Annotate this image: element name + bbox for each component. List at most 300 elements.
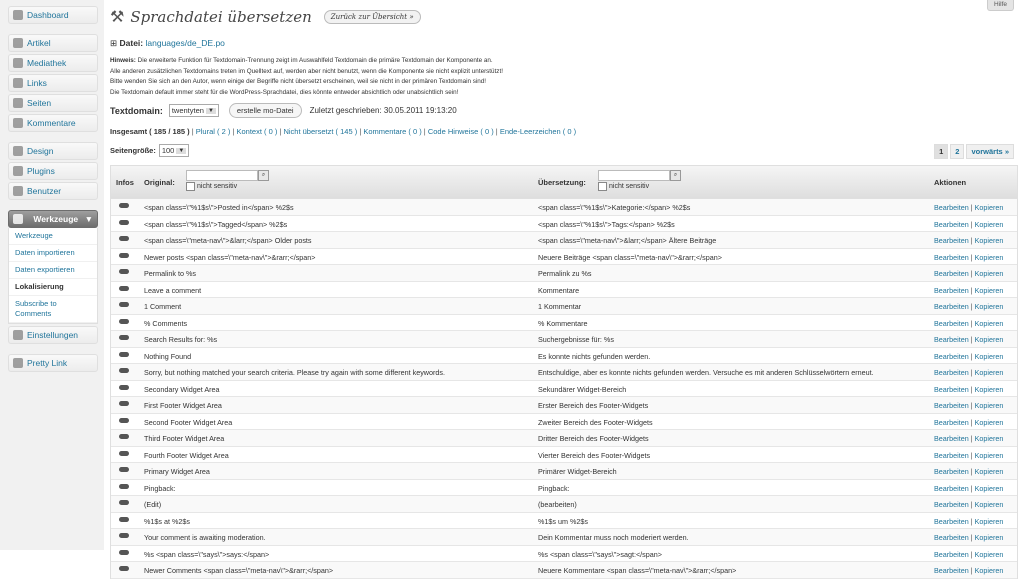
- chevron-down-icon: ▼: [207, 107, 214, 114]
- row-actions: [934, 517, 1003, 526]
- checkbox-icon: [598, 182, 607, 191]
- translation-text: Sekundärer Widget-Bereich: [538, 384, 627, 394]
- copy-link[interactable]: Kopieren: [974, 318, 1004, 328]
- info-icon[interactable]: [119, 418, 129, 423]
- sidebar-item-seiten[interactable]: [8, 94, 98, 112]
- info-icon[interactable]: [119, 368, 129, 373]
- edit-link[interactable]: Bearbeiten: [934, 500, 969, 509]
- col-original: Original:: [144, 178, 175, 187]
- table-row: [111, 397, 1017, 414]
- translation-text: Primärer Widget-Bereich: [538, 467, 617, 476]
- copy-link[interactable]: Kopieren: [974, 549, 1004, 559]
- copy-link[interactable]: Kopieren: [974, 516, 1004, 526]
- dashboard-icon: [13, 10, 23, 20]
- help-button[interactable]: Hilfe: [987, 0, 1014, 11]
- edit-link[interactable]: Bearbeiten: [934, 302, 969, 311]
- pagination: [934, 144, 1014, 159]
- filter-link[interactable]: Kommentare ( 0 ): [363, 127, 422, 136]
- info-icon[interactable]: [119, 203, 129, 208]
- sidebar-item-label: Werkzeuge: [33, 214, 79, 224]
- last-written-value: 30.05.2011 19:13:20: [383, 106, 457, 115]
- action-separator: |: [968, 384, 975, 394]
- edit-link[interactable]: Bearbeiten: [934, 351, 969, 361]
- chevron-down-icon[interactable]: ▼: [84, 214, 93, 224]
- textdomain-value: twentyten: [171, 106, 204, 115]
- row-actions: [934, 352, 1003, 361]
- action-separator: |: [968, 351, 975, 361]
- translation-text: Erster Bereich des Footer-Widgets: [538, 401, 649, 410]
- sidebar-group: [8, 228, 98, 324]
- table-row: [111, 315, 1017, 332]
- row-actions: [934, 533, 1003, 542]
- table-row: [111, 447, 1017, 464]
- translation-text: Dein Kommentar muss noch moderiert werden.: [538, 533, 689, 542]
- info-icon[interactable]: [119, 451, 129, 456]
- hint-line: Bitte wenden Sie sich an den Autor, wenn einige der Begriffe nicht übersetzt erscheinen, weil sie nicht in der primären Textdomain sind!: [110, 78, 487, 85]
- translation-table: [110, 165, 1018, 579]
- checkbox-icon: [186, 182, 195, 191]
- hint-line: Die Textdomain default immer steht für die WordPress-Sprachdatei, dies könnte entweder absichtlich oder unabsichtlich sein!: [110, 88, 459, 96]
- sidebar-item-label: Artikel: [27, 38, 51, 48]
- col-infos: Infos: [116, 178, 134, 187]
- original-search-input[interactable]: [186, 170, 258, 181]
- original-text: Second Footer Widget Area: [144, 417, 233, 427]
- copy-link[interactable]: Kopieren: [974, 302, 1004, 311]
- translation-text: Vierter Bereich des Footer-Widgets: [538, 450, 651, 460]
- copy-link[interactable]: Kopieren: [974, 335, 1004, 344]
- sidebar-item-pretty-link[interactable]: [8, 354, 98, 372]
- edit-link[interactable]: Bearbeiten: [934, 401, 969, 410]
- file-label: Datei:: [119, 38, 144, 48]
- translation-text: Neuere Beiträge <span class=\"meta-nav\">&rarr;</span>: [538, 252, 722, 262]
- sidebar-item-label: Plugins: [27, 166, 55, 176]
- sidebar-group: [8, 34, 98, 52]
- textdomain-label: Textdomain:: [110, 105, 163, 116]
- filter-separator: |: [357, 127, 364, 136]
- copy-link[interactable]: Kopieren: [974, 500, 1004, 509]
- star-icon: [13, 358, 23, 368]
- edit-link[interactable]: Bearbeiten: [934, 434, 969, 443]
- table-row: [111, 265, 1017, 282]
- original-text: Leave a comment: [144, 285, 202, 295]
- edit-link[interactable]: Bearbeiten: [934, 549, 969, 559]
- sidebar-item-mediathek[interactable]: [8, 54, 98, 72]
- links-icon: [13, 78, 23, 88]
- original-text: Search Results for: %s: [144, 335, 218, 344]
- table-row: [111, 414, 1017, 431]
- sidebar-item-kommentare[interactable]: [8, 114, 98, 132]
- translation-text: Neuere Kommentare <span class=\"meta-nav\">&rarr;</span>: [538, 566, 737, 575]
- sidebar-item-label: Mediathek: [27, 58, 67, 68]
- sidebar-item-label: Seiten: [27, 98, 52, 108]
- info-icon[interactable]: [119, 401, 129, 406]
- translation-text: <span class=\"meta-nav\">&larr;</span> Ältere Beiträge: [538, 236, 717, 245]
- original-text: Secondary Widget Area: [144, 384, 220, 394]
- search-icon[interactable]: ⌕: [670, 170, 681, 181]
- copy-link[interactable]: Kopieren: [974, 368, 1004, 377]
- copy-link[interactable]: Kopieren: [974, 384, 1004, 394]
- filter-link[interactable]: Plural ( 2 ): [195, 127, 231, 136]
- row-actions: [934, 401, 1003, 410]
- sidebar-group: [8, 54, 98, 72]
- row-actions: [934, 335, 1003, 344]
- info-icon[interactable]: [119, 566, 129, 571]
- translation-text: Zweiter Bereich des Footer-Widgets: [538, 417, 653, 427]
- original-text: %s <span class=\"says\">says:</span>: [144, 549, 270, 559]
- action-separator: |: [968, 302, 975, 311]
- copy-link[interactable]: Kopieren: [974, 401, 1004, 410]
- tools-icon: [13, 214, 23, 224]
- action-separator: |: [968, 516, 975, 526]
- original-text: %1$s at %2$s: [144, 516, 190, 526]
- copy-link[interactable]: Kopieren: [974, 351, 1004, 361]
- pin-icon: [13, 38, 23, 48]
- comments-icon: [13, 118, 23, 128]
- sidebar-item-artikel[interactable]: [8, 34, 98, 52]
- original-text: <span class=\"%1$s\">Tagged</span> %2$s: [144, 219, 288, 229]
- row-actions: [934, 500, 1003, 509]
- pagesize-label: Seitengröße:: [110, 146, 156, 155]
- file-link[interactable]: languages/de_DE.po: [145, 38, 225, 48]
- back-to-overview-button[interactable]: Zurück zur Übersicht »: [324, 10, 421, 24]
- copy-link[interactable]: Kopieren: [974, 285, 1004, 295]
- sidebar-item-label: Design: [27, 146, 54, 156]
- case-label: nicht sensitiv: [197, 183, 238, 190]
- info-icon[interactable]: [119, 467, 129, 472]
- filter-separator: |: [493, 127, 500, 136]
- edit-link[interactable]: Bearbeiten: [934, 417, 969, 427]
- translation-text: <span class=\"%1$s\">Tags:</span> %2$s: [538, 219, 675, 229]
- sidebar-item-label: Kommentare: [27, 118, 76, 128]
- filter-row: [110, 127, 576, 136]
- textdomain-select[interactable]: [169, 104, 219, 117]
- edit-link[interactable]: Bearbeiten: [934, 219, 969, 229]
- hint-line: Alle anderen zusätzlichen Textdomains treten im Quelltext auf, werden aber nicht benutzt, wenn die Komponente sie nicht explizit unterstützt!: [110, 67, 503, 75]
- submenu-item[interactable]: Subscribe to Comments: [9, 296, 97, 323]
- info-icon[interactable]: [119, 269, 129, 274]
- original-text: First Footer Widget Area: [144, 401, 222, 410]
- table-row: [111, 348, 1017, 365]
- translation-text: <span class=\"%1$s\">Kategorie:</span> %2$s: [538, 203, 691, 212]
- table-row: [111, 199, 1017, 216]
- action-separator: |: [968, 566, 975, 575]
- pagesize-select[interactable]: [159, 144, 189, 157]
- filter-link[interactable]: Code Hinweise ( 0 ): [427, 127, 494, 136]
- action-separator: |: [968, 450, 975, 460]
- table-row: [111, 529, 1017, 546]
- submenu-item[interactable]: Daten exportieren: [9, 262, 97, 279]
- translation-search-input[interactable]: [598, 170, 670, 181]
- sidebar-item-label: Benutzer: [27, 186, 62, 196]
- sidebar-item-benutzer[interactable]: [8, 182, 98, 200]
- action-separator: |: [968, 483, 975, 493]
- copy-link[interactable]: Kopieren: [974, 467, 1004, 476]
- copy-link[interactable]: Kopieren: [974, 203, 1004, 212]
- sidebar-item-label: Pretty Link: [27, 358, 68, 368]
- info-icon[interactable]: [119, 253, 129, 258]
- row-actions: [934, 220, 1003, 229]
- table-row: [111, 496, 1017, 513]
- edit-link[interactable]: Bearbeiten: [934, 450, 969, 460]
- edit-link[interactable]: Bearbeiten: [934, 483, 969, 493]
- sidebar-item-plugins[interactable]: [8, 162, 98, 180]
- translation-text: (bearbeiten): [538, 500, 577, 509]
- copy-link[interactable]: Kopieren: [974, 434, 1004, 443]
- hint-box: [110, 56, 1010, 98]
- info-icon[interactable]: [119, 220, 129, 225]
- row-actions: [934, 418, 1003, 427]
- table-row: [111, 430, 1017, 447]
- original-text: 1 Comment: [144, 302, 182, 311]
- info-icon[interactable]: [119, 550, 129, 555]
- search-icon[interactable]: ⌕: [258, 170, 269, 181]
- row-actions: [934, 253, 1003, 262]
- file-row: [110, 38, 225, 49]
- action-separator: |: [968, 219, 975, 229]
- row-actions: [934, 236, 1003, 245]
- submenu-item[interactable]: Werkzeuge: [9, 228, 97, 245]
- chevron-down-icon: ▼: [178, 147, 185, 154]
- media-icon: [13, 58, 23, 68]
- action-separator: |: [968, 500, 975, 509]
- row-actions: [934, 550, 1003, 559]
- original-text: Pingback:: [144, 483, 176, 493]
- info-icon[interactable]: [119, 286, 129, 291]
- row-actions: [934, 385, 1003, 394]
- sidebar-group: [8, 182, 98, 200]
- row-actions: [934, 286, 1003, 295]
- info-icon[interactable]: [119, 517, 129, 522]
- translation-text: Permalink zu %s: [538, 269, 592, 278]
- sidebar-group: [8, 114, 98, 132]
- file-icon: ⊞: [110, 38, 118, 48]
- page-link[interactable]: 2: [950, 144, 964, 159]
- info-icon[interactable]: [119, 484, 129, 489]
- sidebar-group: [8, 326, 98, 344]
- translation-text: Dritter Bereich des Footer-Widgets: [538, 434, 649, 443]
- tools-icon: ⚒: [110, 7, 125, 26]
- copy-link[interactable]: Kopieren: [974, 450, 1004, 460]
- edit-link[interactable]: Bearbeiten: [934, 269, 969, 278]
- filter-separator: |: [189, 127, 196, 136]
- info-icon[interactable]: [119, 385, 129, 390]
- sidebar-item-label: Dashboard: [27, 10, 69, 20]
- action-separator: |: [968, 269, 975, 278]
- row-actions: [934, 566, 1003, 575]
- translation-text: Entschuldige, aber es konnte nichts gefunden werden. Versuche es mit anderen Schlüsselwörtern erneut.: [538, 368, 874, 377]
- row-actions: [934, 484, 1003, 493]
- table-row: [111, 562, 1017, 579]
- sidebar-separator: [0, 26, 104, 34]
- table-row: [111, 331, 1017, 348]
- edit-link[interactable]: Bearbeiten: [934, 566, 969, 575]
- sidebar-group: [8, 210, 98, 228]
- filter-link[interactable]: Ende-Leerzeichen ( 0 ): [499, 127, 577, 136]
- sidebar-item-links[interactable]: [8, 74, 98, 92]
- translation-text: Suchergebnisse für: %s: [538, 335, 614, 344]
- original-text: Nothing Found: [144, 351, 192, 361]
- edit-link[interactable]: Bearbeiten: [934, 516, 969, 526]
- sidebar-submenu: [8, 228, 98, 324]
- sidebar-item-label: Links: [27, 78, 47, 88]
- copy-link[interactable]: Kopieren: [974, 533, 1004, 542]
- submenu-item[interactable]: Daten importieren: [9, 245, 97, 262]
- table-row: [111, 364, 1017, 381]
- row-actions: [934, 451, 1003, 460]
- info-icon[interactable]: [119, 236, 129, 241]
- table-row: [111, 480, 1017, 497]
- info-icon[interactable]: [119, 533, 129, 538]
- action-separator: |: [968, 335, 975, 344]
- edit-link[interactable]: Bearbeiten: [934, 335, 969, 344]
- action-separator: |: [968, 434, 975, 443]
- action-separator: |: [968, 203, 975, 212]
- row-actions: [934, 203, 1003, 212]
- sidebar-group: [8, 94, 98, 112]
- table-row: [111, 232, 1017, 249]
- sidebar-separator: [0, 346, 104, 354]
- sidebar-separator: [0, 202, 104, 210]
- create-mo-button[interactable]: erstelle mo-Datei: [229, 103, 302, 118]
- original-text: <span class=\"meta-nav\">&larr;</span> Older posts: [144, 236, 312, 245]
- action-separator: |: [968, 533, 975, 542]
- sidebar-group: [8, 354, 98, 372]
- case-label: nicht sensitiv: [609, 183, 650, 190]
- filter-link[interactable]: Nicht übersetzt ( 145 ): [283, 127, 358, 136]
- table-body: [111, 199, 1017, 579]
- original-text: % Comments: [144, 318, 188, 328]
- info-icon[interactable]: [119, 302, 129, 307]
- translation-text: %1$s um %2$s: [538, 516, 588, 526]
- filter-separator: |: [277, 127, 284, 136]
- info-icon[interactable]: [119, 352, 129, 357]
- edit-link[interactable]: Bearbeiten: [934, 236, 969, 245]
- filter-link[interactable]: Kontext ( 0 ): [236, 127, 278, 136]
- original-text: <span class=\"%1$s\">Posted in</span> %2$s: [144, 203, 294, 212]
- row-actions: [934, 269, 1003, 278]
- sidebar-group: [8, 6, 98, 24]
- info-icon[interactable]: [119, 319, 129, 324]
- filter-separator: |: [421, 127, 428, 136]
- action-separator: |: [968, 252, 975, 262]
- original-text: Your comment is awaiting moderation.: [144, 533, 266, 542]
- table-header: [111, 166, 1017, 199]
- edit-link[interactable]: Bearbeiten: [934, 318, 969, 328]
- table-row: [111, 282, 1017, 299]
- edit-link[interactable]: Bearbeiten: [934, 285, 969, 295]
- last-written-label: Zuletzt geschrieben:: [309, 106, 382, 115]
- action-separator: |: [968, 368, 975, 377]
- admin-sidebar: [0, 0, 104, 550]
- table-row: [111, 546, 1017, 563]
- original-text: Newer Comments <span class=\"meta-nav\">&rarr;</span>: [144, 566, 334, 575]
- original-text: Fourth Footer Widget Area: [144, 450, 229, 460]
- copy-link[interactable]: Kopieren: [974, 566, 1004, 575]
- translation-text: Kommentare: [538, 285, 580, 295]
- sidebar-separator: [0, 134, 104, 142]
- translation-text: Pingback:: [538, 483, 570, 493]
- sidebar-item-werkzeuge[interactable]: [8, 210, 98, 228]
- info-icon[interactable]: [119, 434, 129, 439]
- translation-text: %s <span class=\"says\">sagt:</span>: [538, 549, 662, 559]
- row-actions: [934, 467, 1003, 476]
- edit-link[interactable]: Bearbeiten: [934, 533, 969, 542]
- page-title-text: Sprachdatei übersetzen: [130, 7, 312, 26]
- table-row: [111, 216, 1017, 233]
- row-actions: [934, 302, 1003, 311]
- copy-link[interactable]: Kopieren: [974, 483, 1004, 493]
- original-text: Newer posts <span class=\"meta-nav\">&rarr;</span>: [144, 252, 316, 262]
- original-text: Permalink to %s: [144, 269, 196, 278]
- filter-total[interactable]: Insgesamt ( 185 / 185 ): [110, 127, 190, 136]
- page-title: [110, 7, 421, 26]
- copy-link[interactable]: Kopieren: [974, 236, 1004, 245]
- translation-text: % Kommentare: [538, 318, 588, 328]
- sidebar-item-design[interactable]: [8, 142, 98, 160]
- table-row: [111, 381, 1017, 398]
- sidebar-item-einstellungen[interactable]: [8, 326, 98, 344]
- pages-icon: [13, 98, 23, 108]
- appearance-icon: [13, 146, 23, 156]
- copy-link[interactable]: Kopieren: [974, 269, 1004, 278]
- pagesize-value: 100: [161, 146, 175, 155]
- translation-text: 1 Kommentar: [538, 302, 582, 311]
- info-icon[interactable]: [119, 500, 129, 505]
- original-case-checkbox[interactable]: [186, 182, 237, 191]
- original-text: Sorry, but nothing matched your search criteria. Please try again with some different keywords.: [144, 368, 445, 377]
- copy-link[interactable]: Kopieren: [974, 219, 1004, 229]
- filter-separator: |: [230, 127, 237, 136]
- translation-case-checkbox[interactable]: [598, 182, 649, 191]
- copy-link[interactable]: Kopieren: [974, 252, 1004, 262]
- next-page-link[interactable]: vorwärts »: [966, 144, 1014, 159]
- original-text: Primary Widget Area: [144, 467, 210, 476]
- settings-icon: [13, 330, 23, 340]
- users-icon: [13, 186, 23, 196]
- translation-text: Es konnte nichts gefunden werden.: [538, 351, 651, 361]
- pagesize-row: [110, 144, 189, 157]
- submenu-item[interactable]: Lokalisierung: [9, 279, 97, 296]
- action-separator: |: [968, 236, 975, 245]
- page-link[interactable]: 1: [934, 144, 948, 159]
- info-icon[interactable]: [119, 335, 129, 340]
- table-row: [111, 249, 1017, 266]
- original-text: (Edit): [144, 500, 162, 509]
- action-separator: |: [968, 318, 975, 328]
- plugins-icon: [13, 166, 23, 176]
- hint-label: Hinweis:: [110, 57, 136, 64]
- sidebar-item-label: Einstellungen: [27, 330, 79, 340]
- edit-link[interactable]: Bearbeiten: [934, 203, 969, 212]
- hint-line: Die erweiterte Funktion für Textdomain-Trennung zeigt im Auswahlfeld Textdomain die primäre Textdomain der Komponente an.: [137, 57, 493, 64]
- row-actions: [934, 434, 1003, 443]
- action-separator: |: [968, 401, 975, 410]
- sidebar-item-dashboard[interactable]: [8, 6, 98, 24]
- edit-link[interactable]: Bearbeiten: [934, 252, 969, 262]
- main-content: [110, 0, 1024, 575]
- action-separator: |: [968, 285, 975, 295]
- row-actions: [934, 368, 1003, 377]
- edit-link[interactable]: Bearbeiten: [934, 384, 969, 394]
- col-actions: Aktionen: [934, 178, 967, 187]
- edit-link[interactable]: Bearbeiten: [934, 467, 969, 476]
- original-text: Third Footer Widget Area: [144, 434, 225, 443]
- textdomain-row: [110, 103, 457, 118]
- edit-link[interactable]: Bearbeiten: [934, 368, 969, 377]
- sidebar-group: [8, 162, 98, 180]
- row-actions: [934, 319, 1003, 328]
- copy-link[interactable]: Kopieren: [974, 417, 1004, 427]
